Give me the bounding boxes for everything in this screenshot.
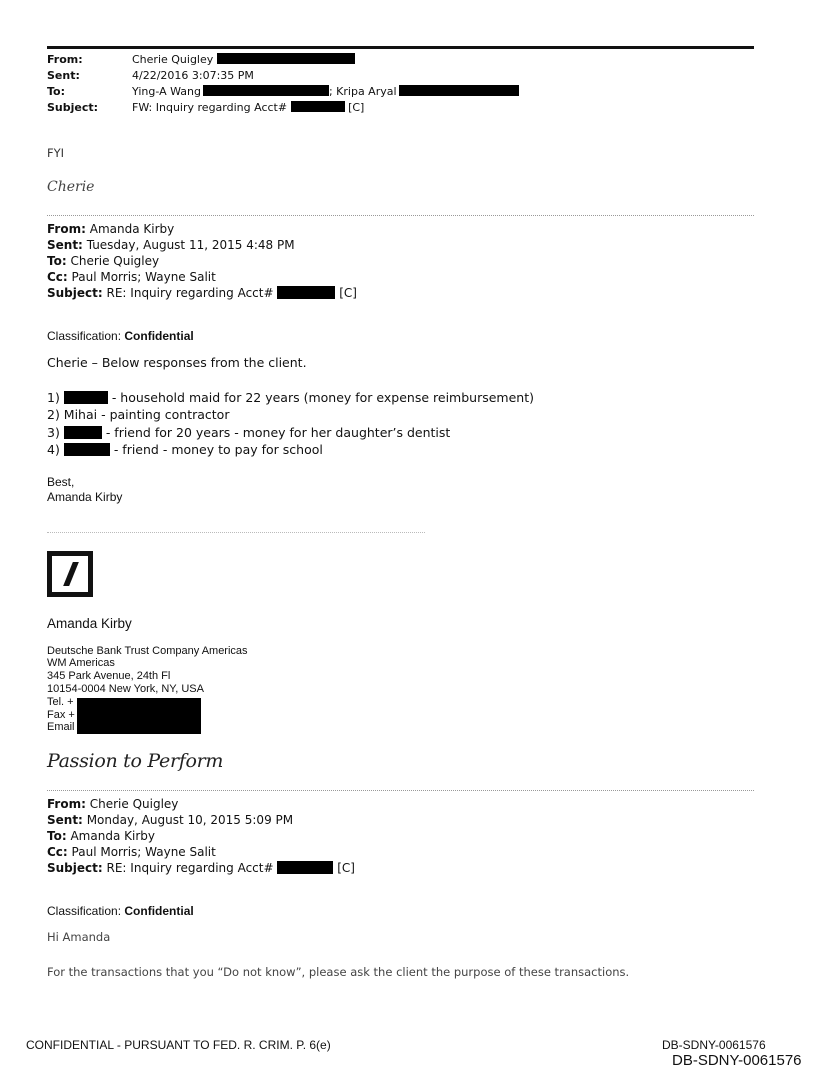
deutsche-bank-logo-icon (47, 551, 93, 597)
email1-closing: Best, (47, 475, 75, 489)
top-header-to: To: (47, 85, 65, 98)
email2-to: To: Amanda Kirby (47, 829, 155, 843)
redaction (399, 85, 519, 96)
redaction (277, 286, 335, 299)
footer-confidential: CONFIDENTIAL - PURSUANT TO FED. R. CRIM. P. 6(e) (26, 1038, 331, 1052)
email2-cc: Cc: Paul Morris; Wayne Salit (47, 845, 216, 859)
top-header-to-value: Ying-A Wang ; Kripa Aryal (132, 84, 519, 100)
email1-intro: Cherie – Below responses from the client. (47, 355, 307, 370)
top-rule (47, 46, 754, 49)
signature-address2: 10154-0004 New York, NY, USA (47, 683, 204, 695)
signature-email: Email (47, 721, 75, 733)
email1-classification: Classification: Confidential (47, 329, 194, 343)
email1-from: From: Amanda Kirby (47, 222, 175, 236)
email1-closing-name: Amanda Kirby (47, 490, 123, 504)
email1-to: To: Cherie Quigley (47, 254, 160, 268)
signature-name: Amanda Kirby (47, 616, 132, 631)
bates-number-large: DB-SDNY-0061576 (672, 1052, 802, 1069)
redaction (64, 443, 110, 456)
signature-tel: Tel. + (47, 696, 74, 708)
top-header-sent-value: 4/22/2016 3:07:35 PM (132, 69, 254, 82)
email2-sent: Sent: Monday, August 10, 2015 5:09 PM (47, 813, 294, 827)
email2-body: For the transactions that you “Do not know”, please ask the client the purpose of these transactions. (47, 965, 630, 979)
top-header-subject-value: FW: Inquiry regarding Acct# [C] (132, 101, 365, 114)
list-item: 4) - friend - money to pay for school (47, 442, 323, 457)
list-item: 3) - friend for 20 years - money for her daughter’s dentist (47, 425, 451, 440)
email2-from: From: Cherie Quigley (47, 797, 179, 811)
redaction (203, 85, 329, 96)
redaction (291, 101, 345, 112)
redaction (64, 426, 102, 439)
top-header-from: From: (47, 53, 83, 66)
email2-classification: Classification: Confidential (47, 904, 194, 918)
cherie-signature: Cherie (47, 179, 95, 195)
signature-divider (47, 532, 425, 533)
email2-greeting: Hi Amanda (47, 930, 111, 944)
redaction (277, 861, 333, 874)
email1-sent: Sent: Tuesday, August 11, 2015 4:48 PM (47, 238, 295, 252)
redaction (77, 698, 201, 734)
email1-cc: Cc: Paul Morris; Wayne Salit (47, 270, 216, 284)
signature-division: WM Americas (47, 657, 115, 669)
divider (47, 790, 754, 791)
top-header-from-value: Cherie Quigley (132, 52, 355, 68)
list-item: 2) Mihai - painting contractor (47, 407, 230, 422)
divider (47, 215, 754, 216)
signature-company: Deutsche Bank Trust Company Americas (47, 645, 248, 657)
email1-subject: Subject: RE: Inquiry regarding Acct# [C] (47, 286, 357, 300)
list-item: 1) - household maid for 22 years (money for expense reimbursement) (47, 390, 534, 405)
redaction (217, 53, 355, 64)
signature-address1: 345 Park Avenue, 24th Fl (47, 670, 171, 682)
top-header-sent: Sent: (47, 69, 80, 82)
slogan: Passion to Perform (47, 750, 224, 772)
bates-number-small: DB-SDNY-0061576 (662, 1038, 766, 1052)
email2-subject: Subject: RE: Inquiry regarding Acct# [C] (47, 861, 355, 875)
top-header-subject: Subject: (47, 101, 99, 114)
redaction (64, 391, 108, 404)
fyi-text: FYI (47, 146, 65, 160)
signature-fax: Fax + (47, 709, 75, 721)
